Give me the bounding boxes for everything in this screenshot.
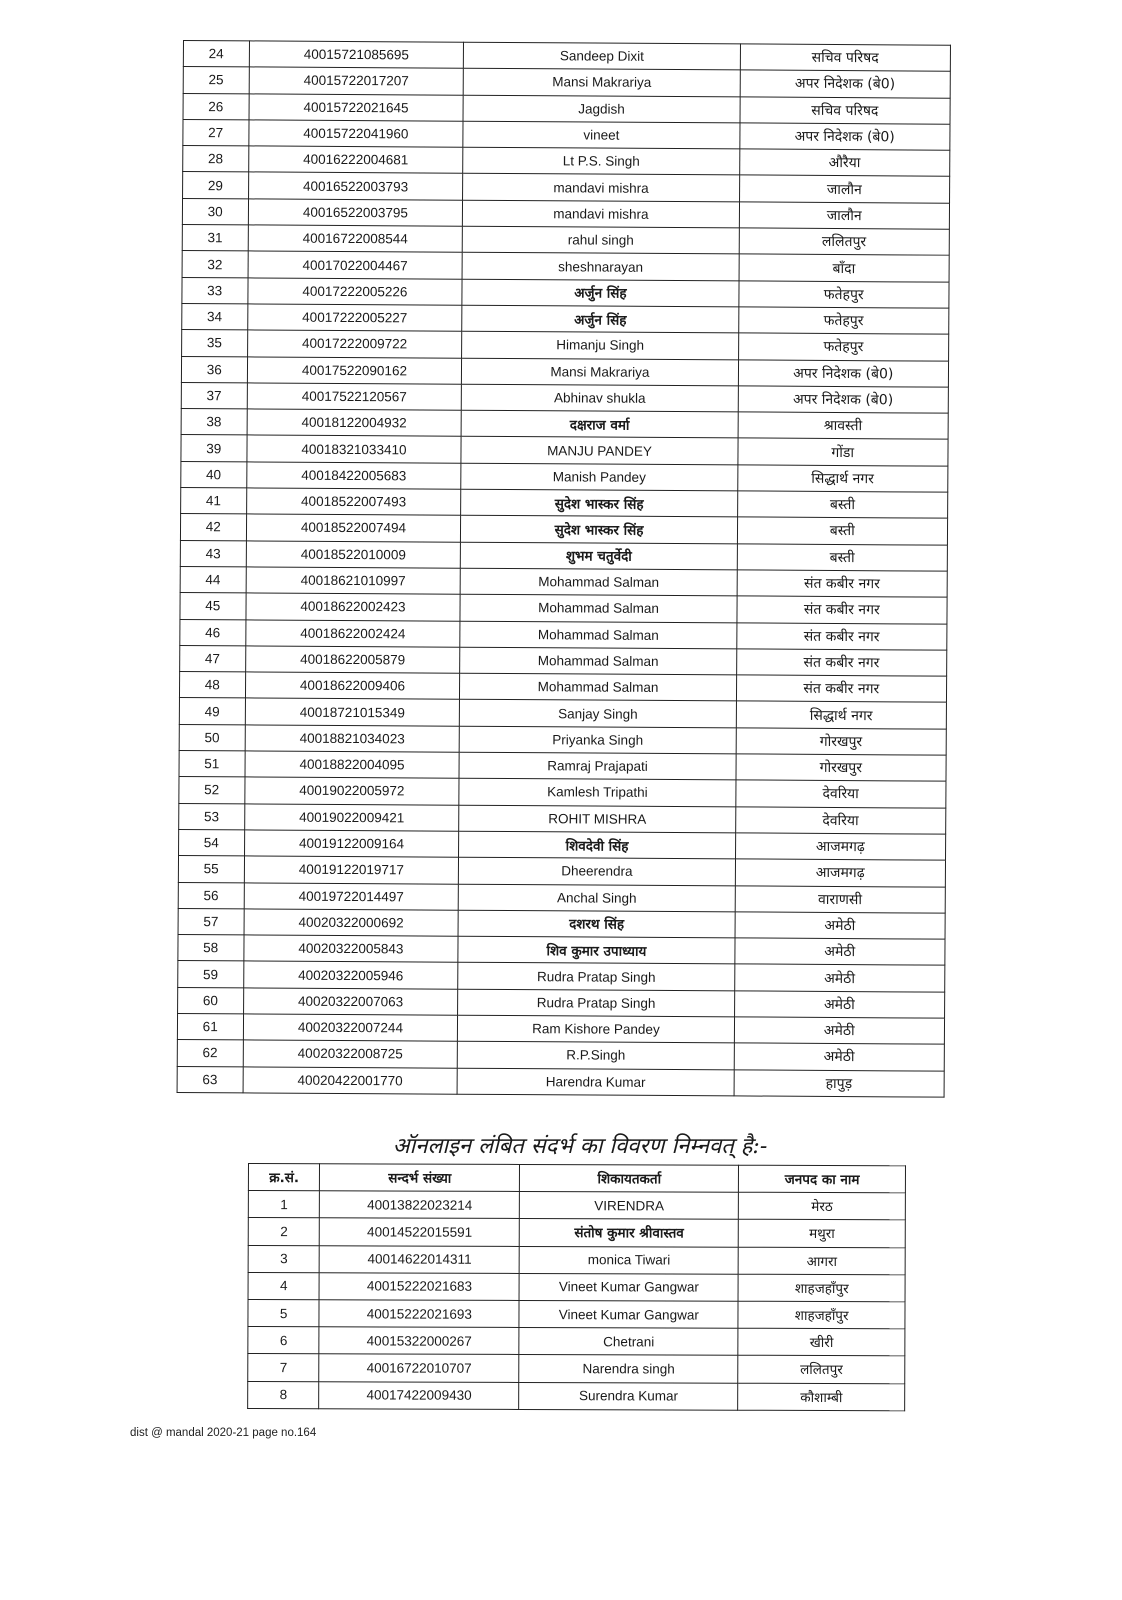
reference-number-cell: 40016222004681 [248,146,463,174]
district-cell: मथुरा [739,1220,906,1248]
serial-cell: 32 [182,251,248,278]
complainant-cell: संतोष कुमार श्रीवास्तव [519,1219,738,1247]
serial-cell: 63 [177,1066,243,1093]
complainant-cell: दशरथ सिंह [458,910,734,938]
complainant-cell: सुदेश भास्कर सिंह [461,489,737,517]
col-header-complainant: शिकायतकर्ता [520,1164,739,1192]
district-cell: गोंडा [737,438,948,466]
complainant-cell: sheshnarayan [462,253,738,281]
serial-cell: 60 [178,987,244,1014]
complainant-cell: MANJU PANDEY [461,437,737,465]
district-cell: वाराणसी [735,885,946,913]
complainant-cell: ROHIT MISHRA [459,805,735,833]
reference-number-cell: 40020322007244 [243,1014,458,1042]
complainant-cell: Jagdish [463,95,739,123]
complainant-cell: Mohammad Salman [460,673,736,701]
district-cell: जालौन [739,202,950,230]
reference-number-cell: 40018622009406 [245,672,460,700]
reference-number-cell: 40016722010707 [319,1354,519,1382]
col-header-reference-number: सन्दर्भ संख्या [320,1164,520,1192]
reference-number-cell: 40018622002423 [245,593,460,621]
complainant-cell: Manish Pandey [461,463,737,491]
serial-cell: 47 [180,645,246,672]
reference-number-cell: 40017522090162 [247,356,462,384]
complainant-cell: VIRENDRA [520,1192,739,1220]
serial-cell: 6 [248,1327,320,1354]
complainant-cell: शुभम चतुर्वेदी [461,542,737,570]
district-cell: बाँदा [739,254,950,282]
serial-cell: 27 [183,119,249,146]
serial-cell: 53 [179,803,245,830]
district-cell: फतेहपुर [738,307,949,335]
serial-cell: 55 [178,856,244,883]
reference-number-cell: 40014622014311 [320,1245,520,1273]
serial-cell: 41 [181,488,247,515]
page-footer: dist @ mandal 2020-21 page no.164 [130,1427,317,1439]
district-cell: हापुड़ [734,1069,945,1097]
district-cell: गोरखपुर [736,754,947,782]
serial-cell: 30 [182,198,248,225]
complainant-cell: अर्जुन सिंह [462,305,738,333]
reference-number-cell: 40020322005843 [243,935,458,963]
serial-cell: 54 [179,829,245,856]
table-row [248,1354,905,1383]
complainant-cell: Vineet Kumar Gangwar [519,1273,738,1301]
complainant-cell: mandavi mishra [463,174,739,202]
district-cell: ललितपुर [739,228,950,256]
complainant-cell: Mansi Makrariya [462,358,738,386]
reference-number-cell: 40017422009430 [319,1381,519,1409]
serial-cell: 56 [178,882,244,909]
district-cell: शाहजहाँपुर [738,1301,905,1329]
reference-number-cell: 40018321033410 [246,435,461,463]
complainant-cell: Sandeep Dixit [464,42,740,70]
complainant-cell: Mohammad Salman [460,621,736,649]
reference-number-cell: 40016522003795 [248,199,463,227]
complainant-cell: Ramraj Prajapati [459,752,735,780]
complainant-cell: Dheerendra [459,857,735,885]
serial-cell: 33 [182,277,248,304]
district-cell: कौशाम्बी [738,1383,905,1411]
reference-number-cell: 40018622005879 [245,646,460,674]
serial-cell: 4 [248,1272,320,1299]
serial-cell: 25 [183,67,249,94]
serial-cell: 39 [181,435,247,462]
reference-number-cell: 40020422001770 [243,1066,458,1094]
district-cell: सचिव परिषद [740,96,951,124]
complainant-cell: Abhinav shukla [462,384,738,412]
complainant-cell: Harendra Kumar [457,1068,733,1096]
complainant-cell: Narendra singh [519,1355,738,1383]
complainant-cell: vineet [463,121,739,149]
complainant-cell: Mohammad Salman [460,647,736,675]
serial-cell: 42 [180,514,246,541]
complainant-cell: Sanjay Singh [460,700,736,728]
serial-cell: 48 [179,672,245,699]
reference-number-cell: 40015722017207 [249,67,464,95]
district-cell: संत कबीर नगर [736,675,947,703]
district-cell: सचिव परिषद [740,44,951,72]
serial-cell: 34 [182,303,248,330]
complainant-cell: दक्षराज वर्मा [462,410,738,438]
complainant-cell: अर्जुन सिंह [462,279,738,307]
reference-number-cell: 40017222005227 [247,304,462,332]
district-cell: अपर निदेशक (बे0) [738,386,949,414]
district-cell: शाहजहाँपुर [738,1274,905,1302]
serial-cell: 45 [180,593,246,620]
reference-number-cell: 40019022009421 [244,803,459,831]
reference-number-cell: 40019022005972 [244,777,459,805]
district-cell: संत कबीर नगर [736,649,947,677]
district-cell: जालौन [739,175,950,203]
reference-number-cell: 40013822023214 [320,1191,520,1219]
serial-cell: 43 [180,540,246,567]
district-cell: अमेठी [734,938,945,966]
complainant-cell: Vineet Kumar Gangwar [519,1300,738,1328]
complainant-cell: शिव कुमार उपाध्याय [458,936,734,964]
serial-cell: 24 [183,41,249,68]
district-cell: फतेहपुर [738,281,949,309]
table-row [248,1191,905,1220]
serial-cell: 46 [180,619,246,646]
reference-number-cell: 40020322008725 [243,1040,458,1068]
complainant-cell: Rudra Pratap Singh [458,989,734,1017]
complainant-cell: Mohammad Salman [461,568,737,596]
complainant-cell: सुदेश भास्कर सिंह [461,516,737,544]
serial-cell: 35 [182,330,248,357]
complainant-cell: Mohammad Salman [460,594,736,622]
complainant-cell: Lt P.S. Singh [463,147,739,175]
reference-number-cell: 40014522015591 [320,1218,520,1246]
district-cell: अमेठी [734,964,945,992]
serial-cell: 50 [179,724,245,751]
district-cell: संत कबीर नगर [736,622,947,650]
district-cell: ललितपुर [738,1356,905,1384]
district-cell: अमेठी [734,1017,945,1045]
district-cell: आजमगढ़ [735,833,946,861]
serial-cell: 37 [181,382,247,409]
district-cell: अमेठी [734,991,945,1019]
complainant-cell: Rudra Pratap Singh [458,963,734,991]
serial-cell: 38 [181,409,247,436]
district-cell: खीरी [738,1328,905,1356]
reference-number-cell: 40018822004095 [244,751,459,779]
serial-cell: 31 [182,225,248,252]
district-cell: फतेहपुर [738,333,949,361]
col-header-district: जनपद का नाम [739,1165,906,1193]
reference-number-cell: 40019122009164 [244,830,459,858]
serial-cell: 5 [248,1299,320,1326]
complainant-cell: mandavi mishra [463,200,739,228]
section-heading: ऑनलाइन लंबित संदर्भ का विवरण निम्नवत् है:- [392,1134,768,1159]
table-row [248,1381,905,1410]
district-cell: औरैया [739,149,950,177]
table-row [248,1299,905,1328]
district-cell: श्रावस्ती [738,412,949,440]
complainant-cell: Priyanka Singh [460,726,736,754]
district-cell: सिद्धार्थ नगर [737,465,948,493]
reference-number-cell: 40020322007063 [243,988,458,1016]
table-row [248,1272,905,1301]
district-cell: गोरखपुर [736,728,947,756]
complainant-cell: Ram Kishore Pandey [458,1015,734,1043]
reference-number-cell: 40019722014497 [244,882,459,910]
reference-number-cell: 40018821034023 [245,725,460,753]
reference-number-cell: 40018522010009 [246,541,461,569]
online-pending-table [247,1163,906,1411]
reference-table-body [177,41,950,1098]
serial-cell: 26 [183,93,249,120]
reference-number-cell: 40018622002424 [245,619,460,647]
district-cell: अपर निदेशक (बे0) [740,70,951,98]
district-cell: अमेठी [734,1043,945,1071]
reference-number-cell: 40018522007494 [246,514,461,542]
reference-number-cell: 40016722008544 [248,225,463,253]
district-cell: संत कबीर नगर [737,570,948,598]
table-row [248,1327,905,1356]
reference-table-continued [177,40,951,1098]
reference-number-cell: 40017522120567 [247,383,462,411]
reference-number-cell: 40018522007493 [246,488,461,516]
reference-number-cell: 40015322000267 [319,1327,519,1355]
reference-number-cell: 40017222005226 [247,278,462,306]
complainant-cell: शिवदेवी सिंह [459,831,735,859]
complainant-cell: Anchal Singh [459,884,735,912]
serial-cell: 44 [180,566,246,593]
serial-cell: 59 [178,961,244,988]
table-row [248,1245,905,1274]
district-cell: अमेठी [735,912,946,940]
table-row [177,1066,944,1097]
serial-cell: 28 [183,146,249,173]
reference-number-cell: 40018122004932 [247,409,462,437]
reference-number-cell: 40018721015349 [245,698,460,726]
serial-cell: 36 [181,356,247,383]
col-header-serial: क्र.सं. [248,1164,320,1191]
district-cell: सिद्धार्थ नगर [736,701,947,729]
reference-number-cell: 40020322000692 [244,909,459,937]
serial-cell: 52 [179,777,245,804]
complainant-cell: monica Tiwari [519,1246,738,1274]
serial-cell: 49 [179,698,245,725]
complainant-cell: Surendra Kumar [519,1382,738,1410]
online-pending-table-body [248,1191,906,1411]
serial-cell: 7 [248,1354,320,1381]
complainant-cell: Mansi Makrariya [464,69,740,97]
reference-number-cell: 40019122019717 [244,856,459,884]
reference-number-cell: 40015222021683 [319,1273,519,1301]
serial-cell: 3 [248,1245,320,1272]
reference-number-cell: 40017222009722 [247,330,462,358]
district-cell: बस्ती [737,491,948,519]
serial-cell: 2 [248,1218,320,1245]
complainant-cell: Kamlesh Tripathi [459,779,735,807]
reference-number-cell: 40017022004467 [248,251,463,279]
district-cell: बस्ती [737,544,948,572]
serial-cell: 29 [183,172,249,199]
reference-number-cell: 40016522003793 [248,172,463,200]
district-cell: अपर निदेशक (बे0) [739,123,950,151]
serial-cell: 57 [178,908,244,935]
reference-number-cell: 40018422005683 [246,462,461,490]
serial-cell: 62 [177,1040,243,1067]
district-cell: अपर निदेशक (बे0) [738,359,949,387]
table-header-row [248,1164,905,1193]
district-cell: संत कबीर नगर [736,596,947,624]
district-cell: देवरिया [735,806,946,834]
complainant-cell: R.P.Singh [458,1041,734,1069]
reference-number-cell: 40018621010997 [246,567,461,595]
district-cell: आजमगढ़ [735,859,946,887]
complainant-cell: rahul singh [463,226,739,254]
serial-cell: 8 [248,1381,320,1408]
reference-number-cell: 40015721085695 [249,41,464,69]
complainant-cell: Himanju Singh [462,331,738,359]
district-cell: बस्ती [737,517,948,545]
serial-cell: 1 [248,1191,320,1218]
serial-cell: 58 [178,935,244,962]
complainant-cell: Chetrani [519,1328,738,1356]
serial-cell: 40 [181,461,247,488]
reference-number-cell: 40020322005946 [243,961,458,989]
reference-number-cell: 40015722041960 [248,120,463,148]
serial-cell: 51 [179,751,245,778]
district-cell: देवरिया [735,780,946,808]
reference-number-cell: 40015722021645 [249,93,464,121]
serial-cell: 61 [177,1013,243,1040]
reference-number-cell: 40015222021693 [319,1300,519,1328]
district-cell: मेरठ [739,1192,906,1220]
table-row [248,1218,905,1247]
district-cell: आगरा [739,1247,906,1275]
